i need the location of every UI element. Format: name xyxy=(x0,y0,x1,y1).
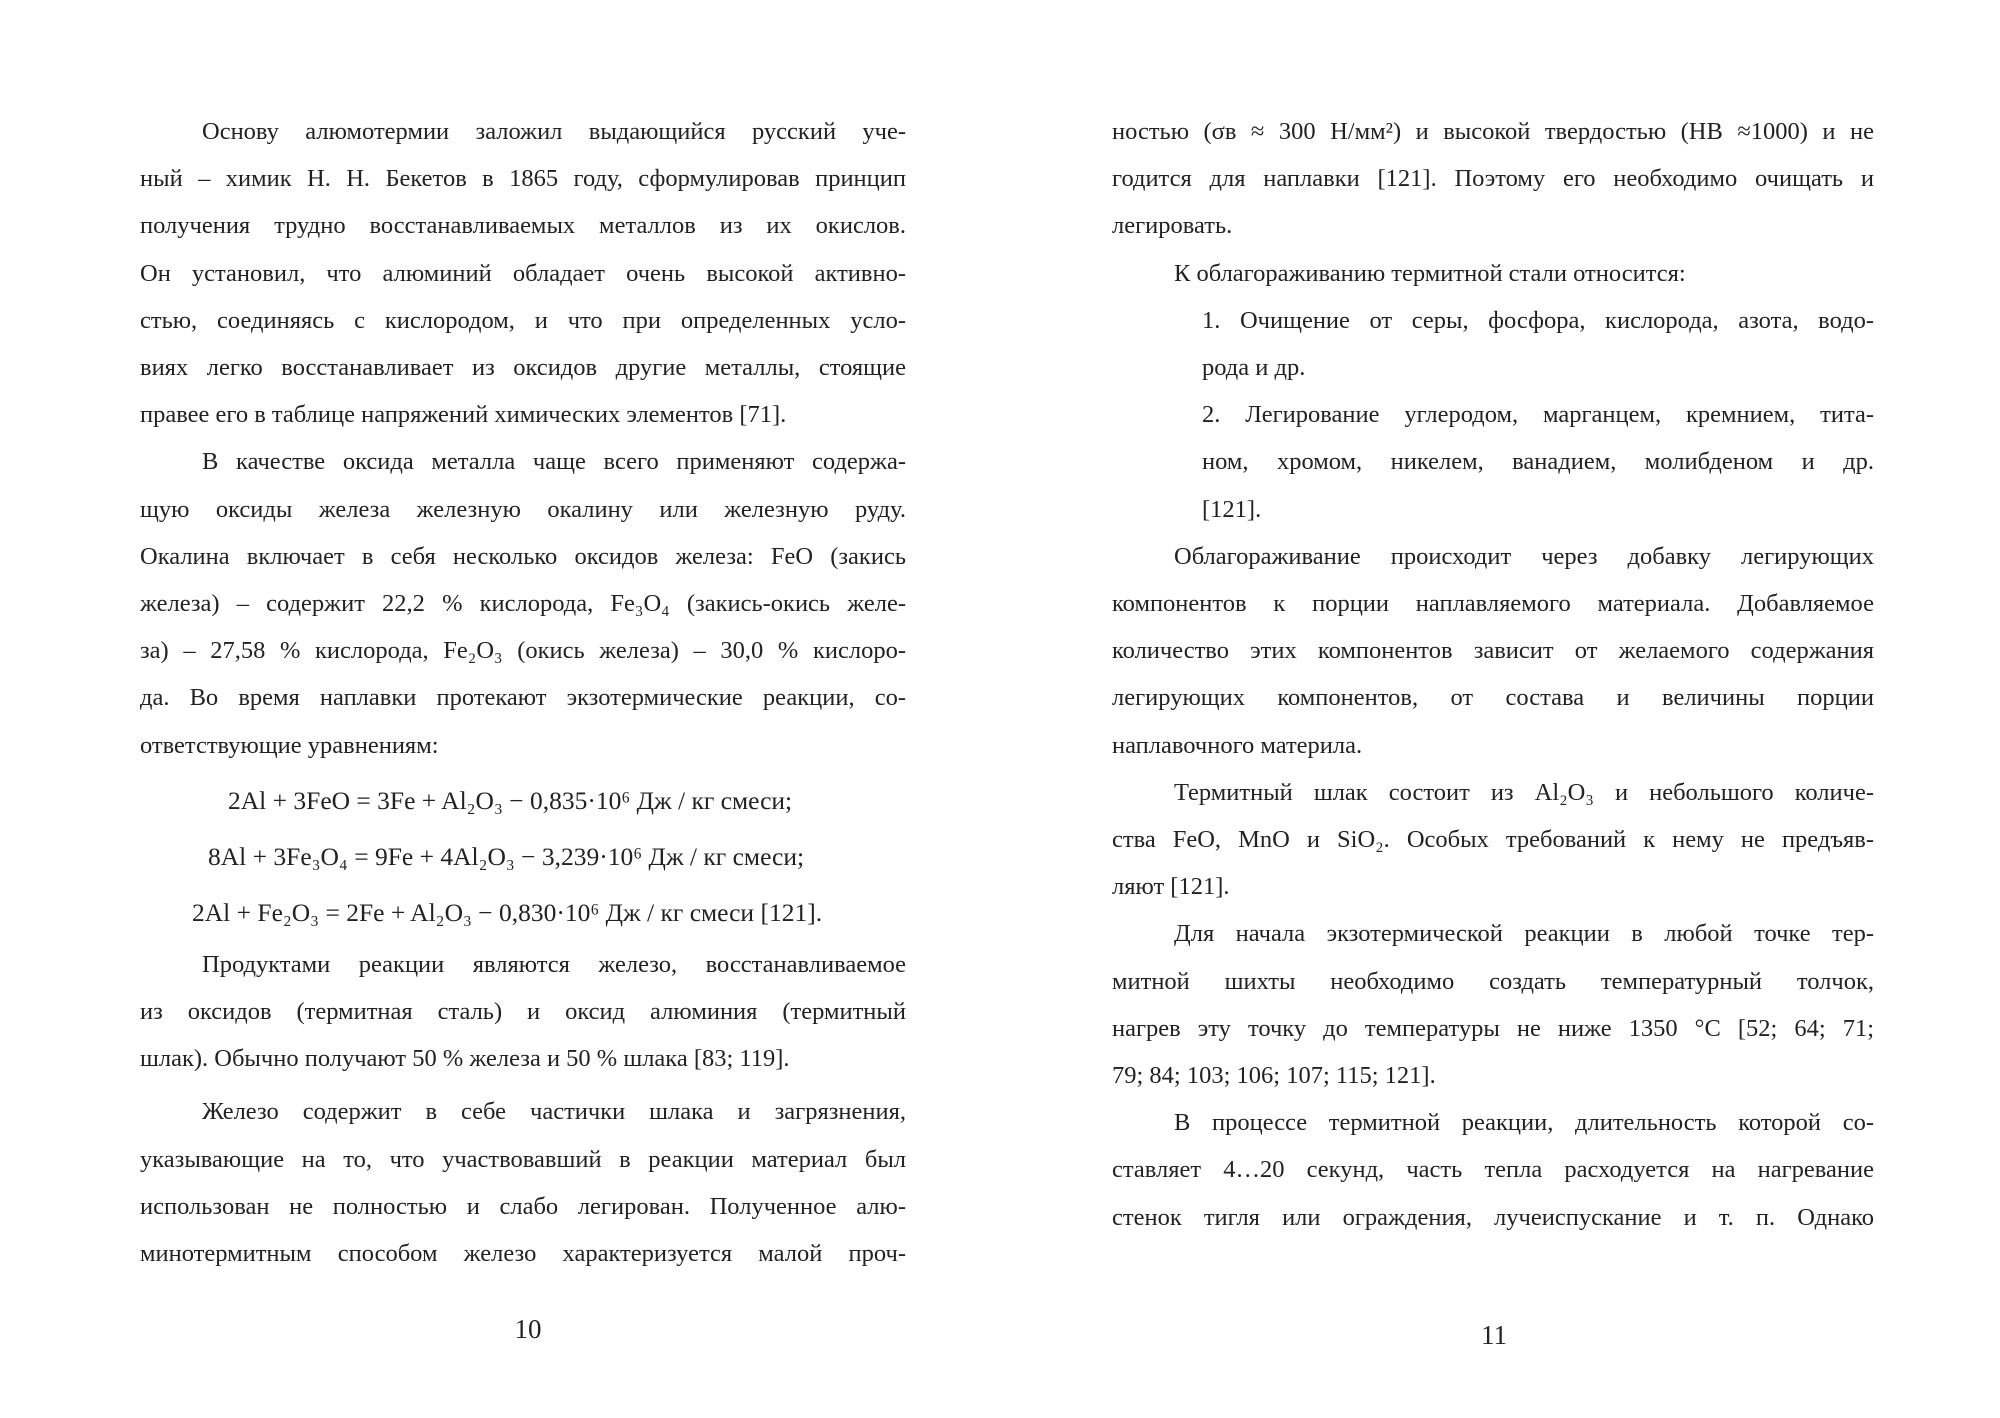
reaction-equations xyxy=(140,773,906,941)
text-line: наплавочного материла. xyxy=(1112,731,1363,759)
paragraph xyxy=(1112,108,1874,250)
text-line: Основу алюмотермии заложил выдающийся русский уче- xyxy=(202,118,906,145)
text-line: щую оксиды железа железную окалину или железную руду. xyxy=(140,495,906,523)
text-line: ставляет 4…20 секунд, часть тепла расходуется на нагревание xyxy=(1112,1156,1874,1184)
equation-2: 8Al + 3Fe₃O₄ = 9Fe + 4Al₂O₃ − 3,239·10⁶ Дж / кг смеси; xyxy=(208,841,805,871)
text-line: ответствующие уравнениям: xyxy=(140,731,439,759)
text-line: за) – 27,58 % кислорода, Fe₂O₃ (окись железа) – 30,0 % кислоро- xyxy=(140,637,906,665)
text-line: легировать. xyxy=(1112,212,1233,240)
paragraph xyxy=(140,1088,906,1277)
text-line: указывающие на то, что участвовавший в реакции материал был xyxy=(140,1145,906,1173)
text-line: 1. Очищение от серы, фосфора, кислорода, азота, водо- xyxy=(1202,306,1874,334)
page-number-left: 10 xyxy=(514,1314,542,1344)
text-line: Для начала экзотермической реакции в любой точке тер- xyxy=(1174,920,1874,948)
text-line: из оксидов (термитная сталь) и оксид алюминия (термитный xyxy=(140,998,906,1026)
text-line: [121]. xyxy=(1202,495,1262,523)
text-line: легирующих компонентов, от состава и величины порции xyxy=(1112,684,1874,712)
text-line: стенок тигля или ограждения, лучеиспускание и т. п. Однако xyxy=(1112,1203,1874,1231)
text-line: использован не полностью и слабо легирован. Полученное алю- xyxy=(140,1192,906,1220)
text-line: Окалина включает в себя несколько оксидов железа: FeO (закись xyxy=(140,542,906,570)
text-line: получения трудно восстанавливаемых металлов из их окислов. xyxy=(140,212,906,240)
page-number-right: 11 xyxy=(1481,1320,1507,1350)
text-line: железа) – содержит 22,2 % кислорода, Fe₃O₄ (закись-окись желе- xyxy=(140,590,906,618)
text-line: компонентов к порции наплавляемого материала. Добавляемое xyxy=(1112,590,1874,618)
paragraph xyxy=(1112,1099,1874,1241)
text-line: ный – химик Н. Н. Бекетов в 1865 году, сформулировав принцип xyxy=(140,165,906,193)
text-line: правее его в таблице напряжений химических элементов [71]. xyxy=(140,401,787,429)
list-item xyxy=(1112,297,1874,391)
text-line: Железо содержит в себе частички шлака и загрязнения, xyxy=(202,1098,906,1126)
list-intro: К облагораживанию термитной стали относится: xyxy=(1174,259,1686,287)
paragraph xyxy=(140,941,906,1083)
list-item xyxy=(1112,391,1874,533)
text-line: шлак). Обычно получают 50 % железа и 50 % шлака [83; 119]. xyxy=(140,1045,790,1073)
paragraph xyxy=(1112,769,1874,911)
text-line: ном, хромом, никелем, ванадием, молибденом и др. xyxy=(1202,448,1874,476)
paragraph xyxy=(140,108,906,438)
text-line: Продуктами реакции являются железо, восстанавливаемое xyxy=(202,950,906,978)
right-page xyxy=(1112,108,1874,1241)
text-line: В качестве оксида металла чаще всего применяют содержа- xyxy=(202,448,906,476)
text-line: виях легко восстанавливает из оксидов другие металлы, стоящие xyxy=(140,354,906,382)
text-line: В процессе термитной реакции, длительность которой со- xyxy=(1174,1109,1874,1137)
text-line: митной шихты необходимо создать температурный толчок, xyxy=(1112,967,1874,995)
text-line: нагрев эту точку до температуры не ниже 1350 °С [52; 64; 71; xyxy=(1112,1014,1874,1042)
text-line: стью, соединяясь с кислородом, и что при определенных усло- xyxy=(140,306,906,334)
text-line: Термитный шлак состоит из Al₂O₃ и небольшого количе- xyxy=(1174,778,1874,806)
text-line: ляют [121]. xyxy=(1112,873,1230,901)
text-line: рода и др. xyxy=(1202,354,1306,382)
text-line: Облагораживание происходит через добавку легирующих xyxy=(1174,542,1874,570)
left-page xyxy=(140,108,906,1277)
equation-1: 2Al + 3FeO = 3Fe + Al₂O₃ − 0,835·10⁶ Дж / кг смеси; xyxy=(228,785,793,815)
text-line: ства FeO, MnO и SiO₂. Особых требований к нему не предъяв- xyxy=(1112,826,1874,854)
paragraph xyxy=(140,438,906,768)
text-line: ностью (σв ≈ 300 Н/мм²) и высокой твердостью (НВ ≈1000) и не xyxy=(1112,118,1874,145)
text-line: да. Во время наплавки протекают экзотермические реакции, со- xyxy=(140,684,906,712)
text-line: минотермитным способом железо характеризуется малой проч- xyxy=(140,1240,906,1268)
equation-3: 2Al + Fe₂O₃ = 2Fe + Al₂O₃ − 0,830·10⁶ Дж / кг смеси [121]. xyxy=(192,897,823,927)
text-line: 79; 84; 103; 106; 107; 115; 121]. xyxy=(1112,1062,1436,1090)
text-line: Он установил, что алюминий обладает очень высокой активно- xyxy=(140,259,906,287)
text-line: годится для наплавки [121]. Поэтому его необходимо очищать и xyxy=(1112,165,1874,193)
text-line: количество этих компонентов зависит от желаемого содержания xyxy=(1112,637,1874,665)
paragraph xyxy=(1112,533,1874,769)
paragraph xyxy=(1112,910,1874,1099)
text-line: 2. Легирование углеродом, марганцем, кремнием, тита- xyxy=(1202,401,1874,429)
